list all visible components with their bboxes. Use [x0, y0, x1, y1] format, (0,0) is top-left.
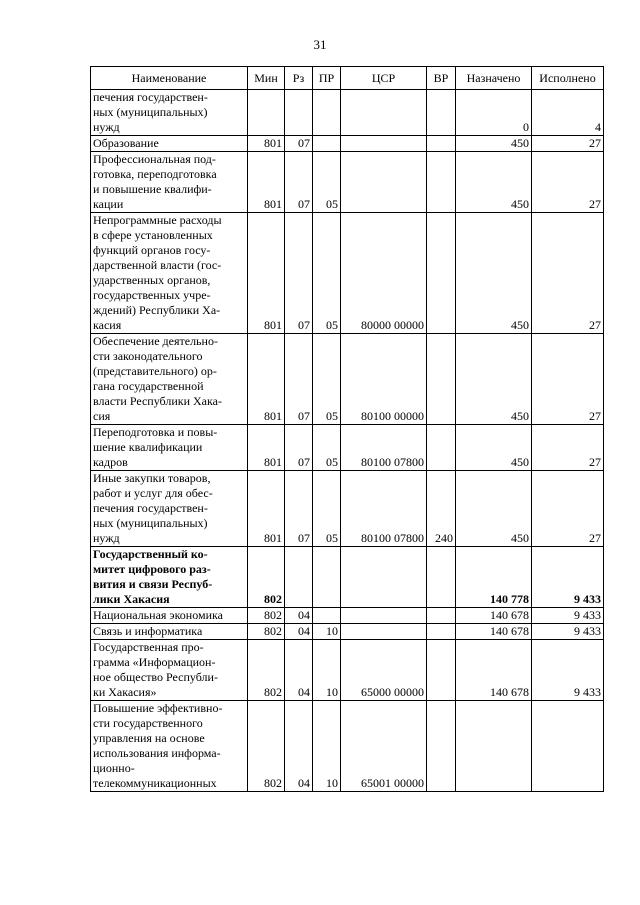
table-row — [91, 152, 604, 213]
cell-rz — [285, 547, 313, 608]
cell-pr: 05 — [313, 152, 341, 213]
cell-executed: 27 — [532, 152, 604, 213]
cell-pr: 05 — [313, 334, 341, 425]
cell-rz: 07 — [285, 213, 313, 334]
cell-pr: 05 — [313, 471, 341, 547]
cell-name: Связь и информатика — [91, 624, 248, 640]
cell-csr — [341, 90, 427, 136]
cell-executed: 9 433 — [532, 624, 604, 640]
cell-vr — [427, 701, 456, 792]
cell-rz: 04 — [285, 640, 313, 701]
cell-assigned — [456, 701, 532, 792]
cell-min: 801 — [248, 471, 285, 547]
cell-name: Государственный ко- митет цифрового раз- вития и связи Респуб- лики Хакасия — [91, 547, 248, 608]
cell-csr: 65000 00000 — [341, 640, 427, 701]
cell-executed: 4 — [532, 90, 604, 136]
cell-vr — [427, 136, 456, 152]
cell-vr: 240 — [427, 471, 456, 547]
header-rz: Рз — [285, 67, 313, 90]
cell-csr: 80100 00000 — [341, 334, 427, 425]
cell-assigned: 450 — [456, 471, 532, 547]
cell-rz: 04 — [285, 624, 313, 640]
cell-csr: 80000 00000 — [341, 213, 427, 334]
cell-assigned: 450 — [456, 334, 532, 425]
cell-assigned: 140 678 — [456, 624, 532, 640]
cell-min: 802 — [248, 640, 285, 701]
cell-rz: 07 — [285, 471, 313, 547]
header-pr: ПР — [313, 67, 341, 90]
cell-assigned: 140 678 — [456, 608, 532, 624]
cell-executed: 27 — [532, 425, 604, 471]
cell-name: Национальная экономика — [91, 608, 248, 624]
cell-executed: 9 433 — [532, 547, 604, 608]
cell-name: Образование — [91, 136, 248, 152]
cell-name: Профессиональная под- готовка, переподготовка и повышение квалифи- кации — [91, 152, 248, 213]
cell-rz: 07 — [285, 425, 313, 471]
cell-min: 801 — [248, 136, 285, 152]
cell-name: Обеспечение деятельно- сти законодательного (представительного) ор- гана государственной власти Республики Хака- сия — [91, 334, 248, 425]
table-row — [91, 471, 604, 547]
cell-vr — [427, 547, 456, 608]
cell-csr — [341, 547, 427, 608]
cell-min: 801 — [248, 425, 285, 471]
cell-csr — [341, 136, 427, 152]
cell-rz: 07 — [285, 136, 313, 152]
cell-executed: 9 433 — [532, 608, 604, 624]
cell-assigned: 0 — [456, 90, 532, 136]
cell-min: 801 — [248, 334, 285, 425]
table-row — [91, 90, 604, 136]
cell-assigned: 450 — [456, 425, 532, 471]
cell-pr: 05 — [313, 425, 341, 471]
cell-pr — [313, 547, 341, 608]
cell-assigned: 450 — [456, 213, 532, 334]
cell-min: 802 — [248, 547, 285, 608]
cell-executed: 27 — [532, 471, 604, 547]
header-vr: ВР — [427, 67, 456, 90]
cell-min — [248, 90, 285, 136]
cell-assigned: 450 — [456, 152, 532, 213]
cell-min: 802 — [248, 608, 285, 624]
cell-pr — [313, 136, 341, 152]
header-min: Мин — [248, 67, 285, 90]
cell-name: Государственная про- грамма «Информацион- ное общество Республи- ки Хакасия» — [91, 640, 248, 701]
cell-name: Повышение эффективно- сти государственного управления на основе использования информа- ционно- телекоммуникационных — [91, 701, 248, 792]
cell-min: 802 — [248, 624, 285, 640]
cell-rz: 04 — [285, 701, 313, 792]
cell-csr: 80100 07800 — [341, 471, 427, 547]
cell-vr — [427, 213, 456, 334]
cell-executed: 9 433 — [532, 640, 604, 701]
cell-pr: 05 — [313, 213, 341, 334]
table-row — [91, 425, 604, 471]
table-row — [91, 334, 604, 425]
cell-assigned: 140 778 — [456, 547, 532, 608]
cell-rz — [285, 90, 313, 136]
table-row — [91, 624, 604, 640]
cell-executed: 27 — [532, 334, 604, 425]
cell-vr — [427, 90, 456, 136]
cell-csr: 65001 00000 — [341, 701, 427, 792]
page-number: 31 — [313, 37, 327, 52]
cell-vr — [427, 640, 456, 701]
table-row — [91, 640, 604, 701]
cell-name: печения государствен- ных (муниципальных) нужд — [91, 90, 248, 136]
budget-table — [90, 66, 604, 792]
cell-assigned: 450 — [456, 136, 532, 152]
cell-rz: 07 — [285, 334, 313, 425]
cell-min: 802 — [248, 701, 285, 792]
table-row — [91, 608, 604, 624]
table-row — [91, 136, 604, 152]
cell-pr: 10 — [313, 640, 341, 701]
cell-vr — [427, 608, 456, 624]
cell-executed: 27 — [532, 213, 604, 334]
cell-assigned: 140 678 — [456, 640, 532, 701]
header-name: Наименование — [91, 67, 248, 90]
cell-name: Непрограммные расходы в сфере установленных функций органов госу- дарственной власти (гос- ударственных органов, государственных учре- ждений) Республики Ха- касия — [91, 213, 248, 334]
table-row — [91, 547, 604, 608]
cell-csr — [341, 152, 427, 213]
cell-pr: 10 — [313, 624, 341, 640]
cell-pr — [313, 90, 341, 136]
table-body — [91, 90, 604, 792]
cell-name: Иные закупки товаров, работ и услуг для обес- печения государствен- ных (муниципальных) нужд — [91, 471, 248, 547]
cell-pr: 10 — [313, 701, 341, 792]
header-csr: ЦСР — [341, 67, 427, 90]
cell-csr: 80100 07800 — [341, 425, 427, 471]
cell-vr — [427, 152, 456, 213]
cell-min: 801 — [248, 213, 285, 334]
cell-name: Переподготовка и повы- шение квалификации кадров — [91, 425, 248, 471]
cell-vr — [427, 425, 456, 471]
header-executed: Исполнено — [532, 67, 604, 90]
cell-rz: 04 — [285, 608, 313, 624]
cell-vr — [427, 624, 456, 640]
cell-executed: 27 — [532, 136, 604, 152]
cell-pr — [313, 608, 341, 624]
cell-min: 801 — [248, 152, 285, 213]
cell-executed — [532, 701, 604, 792]
cell-csr — [341, 608, 427, 624]
table-row — [91, 213, 604, 334]
cell-csr — [341, 624, 427, 640]
header-assigned: Назначено — [456, 67, 532, 90]
cell-rz: 07 — [285, 152, 313, 213]
cell-vr — [427, 334, 456, 425]
table-row — [91, 701, 604, 792]
table-header-row — [91, 67, 604, 90]
